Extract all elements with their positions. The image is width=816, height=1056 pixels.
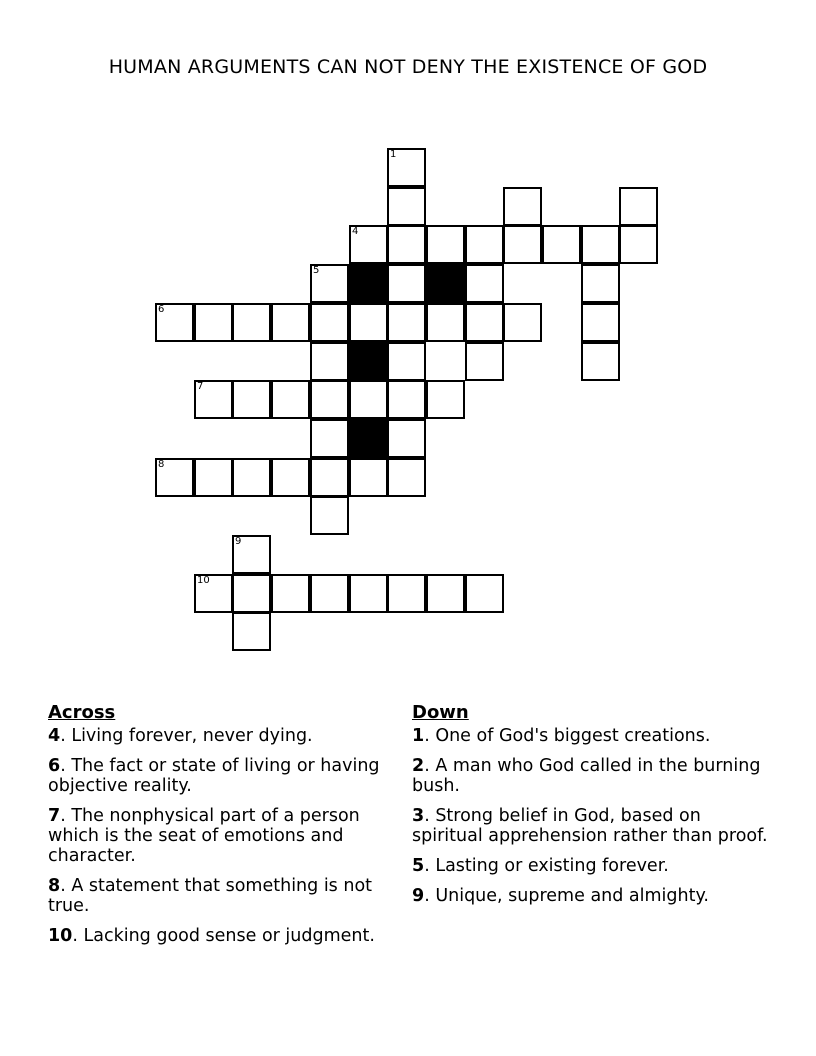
grid-cell[interactable]: [387, 342, 426, 381]
grid-cell[interactable]: [349, 380, 388, 419]
clue-down-9: [412, 886, 772, 906]
clue-down-2: [412, 756, 772, 796]
clue-across-8: [48, 876, 400, 916]
clue-text: . The nonphysical part of a person which is the seat of emotions and character.: [48, 806, 360, 866]
grid-cell[interactable]: [581, 225, 620, 264]
clue-number: 2: [412, 756, 425, 776]
grid-cell[interactable]: [387, 303, 426, 342]
clue-number: 5: [412, 856, 425, 876]
grid-cell[interactable]: [232, 458, 271, 497]
grid-cell[interactable]: [503, 225, 542, 264]
grid-cell[interactable]: [465, 342, 504, 381]
cell-number: 7: [197, 381, 204, 392]
grid-cell[interactable]: [349, 225, 388, 264]
grid-cell[interactable]: [387, 380, 426, 419]
grid-cell[interactable]: [619, 225, 658, 264]
grid-cell[interactable]: [232, 535, 271, 574]
clue-number: 10: [48, 926, 73, 946]
clue-across-10: [48, 926, 400, 946]
clue-text: . The fact or state of living or having objective reality.: [48, 756, 380, 796]
clue-text: . Unique, supreme and almighty.: [424, 886, 709, 906]
grid-cell[interactable]: [426, 303, 465, 342]
grid-cell[interactable]: [232, 612, 271, 651]
clue-number: 8: [48, 876, 61, 896]
grid-cell[interactable]: [310, 342, 349, 381]
clue-number: 1: [412, 726, 425, 746]
black-cell: [349, 264, 388, 303]
clue-across-7: [48, 806, 400, 866]
black-cell: [349, 342, 388, 381]
grid-cell[interactable]: [194, 574, 233, 613]
grid-cell[interactable]: [581, 342, 620, 381]
grid-cell[interactable]: [155, 303, 194, 342]
grid-cell[interactable]: [232, 574, 271, 613]
grid-cell[interactable]: [310, 264, 349, 303]
cell-number: 4: [352, 226, 359, 237]
grid-cell[interactable]: [465, 225, 504, 264]
cell-number: 9: [235, 536, 242, 547]
grid-cell[interactable]: [581, 264, 620, 303]
grid-cell[interactable]: [194, 303, 233, 342]
grid-cell[interactable]: [271, 380, 310, 419]
grid-cell[interactable]: [310, 303, 349, 342]
grid-cell[interactable]: [310, 380, 349, 419]
down-heading: Down: [412, 702, 469, 723]
clue-number: 9: [412, 886, 425, 906]
grid-cell[interactable]: [310, 458, 349, 497]
grid-cell[interactable]: [581, 303, 620, 342]
clue-text: . Strong belief in God, based on spiritual apprehension rather than proof.: [412, 806, 768, 846]
clue-down-1: [412, 726, 772, 746]
clue-text: . A man who God called in the burning bush.: [412, 756, 761, 796]
page-title: HUMAN ARGUMENTS CAN NOT DENY THE EXISTENCE OF GOD: [108, 56, 708, 78]
cell-number: 6: [158, 304, 165, 315]
grid-cell[interactable]: [155, 458, 194, 497]
grid-cell[interactable]: [387, 458, 426, 497]
clue-number: 6: [48, 756, 61, 776]
clue-number: 4: [48, 726, 61, 746]
cell-number: 5: [313, 265, 320, 276]
clue-down-5: [412, 856, 772, 876]
clue-text: . Living forever, never dying.: [60, 726, 313, 746]
grid-cell[interactable]: [387, 187, 426, 226]
grid-cell[interactable]: [349, 574, 388, 613]
grid-cell[interactable]: [271, 458, 310, 497]
grid-cell[interactable]: [426, 380, 465, 419]
grid-cell[interactable]: [349, 303, 388, 342]
across-heading: Across: [48, 702, 116, 723]
grid-cell[interactable]: [465, 264, 504, 303]
cell-number: 10: [197, 575, 210, 586]
grid-cell[interactable]: [310, 419, 349, 458]
grid-cell[interactable]: [232, 380, 271, 419]
grid-cell[interactable]: [503, 303, 542, 342]
clue-text: . Lasting or existing forever.: [424, 856, 669, 876]
grid-cell[interactable]: [387, 225, 426, 264]
black-cell: [426, 264, 465, 303]
black-cell: [349, 419, 388, 458]
grid-cell[interactable]: [387, 574, 426, 613]
grid-cell[interactable]: [426, 225, 465, 264]
grid-cell[interactable]: [542, 225, 581, 264]
grid-cell[interactable]: [619, 187, 658, 226]
grid-cell[interactable]: [232, 303, 271, 342]
grid-cell[interactable]: [194, 458, 233, 497]
grid-cell[interactable]: [310, 574, 349, 613]
clue-text: . One of God's biggest creations.: [424, 726, 711, 746]
grid-cell[interactable]: [387, 419, 426, 458]
grid-cell[interactable]: [194, 380, 233, 419]
grid-cell[interactable]: [271, 303, 310, 342]
cell-number: 1: [390, 149, 397, 160]
grid-cell[interactable]: [387, 148, 426, 187]
across-clues: [48, 702, 400, 956]
grid-cell[interactable]: [465, 303, 504, 342]
grid-cell[interactable]: [349, 458, 388, 497]
clue-across-6: [48, 756, 400, 796]
grid-cell[interactable]: [465, 574, 504, 613]
grid-cell[interactable]: [271, 574, 310, 613]
clue-number: 7: [48, 806, 61, 826]
grid-cell[interactable]: [387, 264, 426, 303]
clue-across-4: [48, 726, 400, 746]
clue-number: 3: [412, 806, 425, 826]
clue-down-3: [412, 806, 772, 846]
clue-text: . Lacking good sense or judgment.: [72, 926, 375, 946]
grid-cell[interactable]: [426, 574, 465, 613]
grid-cell[interactable]: [310, 496, 349, 535]
cell-number: 8: [158, 459, 165, 470]
down-clues: [412, 702, 772, 916]
clue-text: . A statement that something is not true.: [48, 876, 373, 916]
grid-cell[interactable]: [503, 187, 542, 226]
